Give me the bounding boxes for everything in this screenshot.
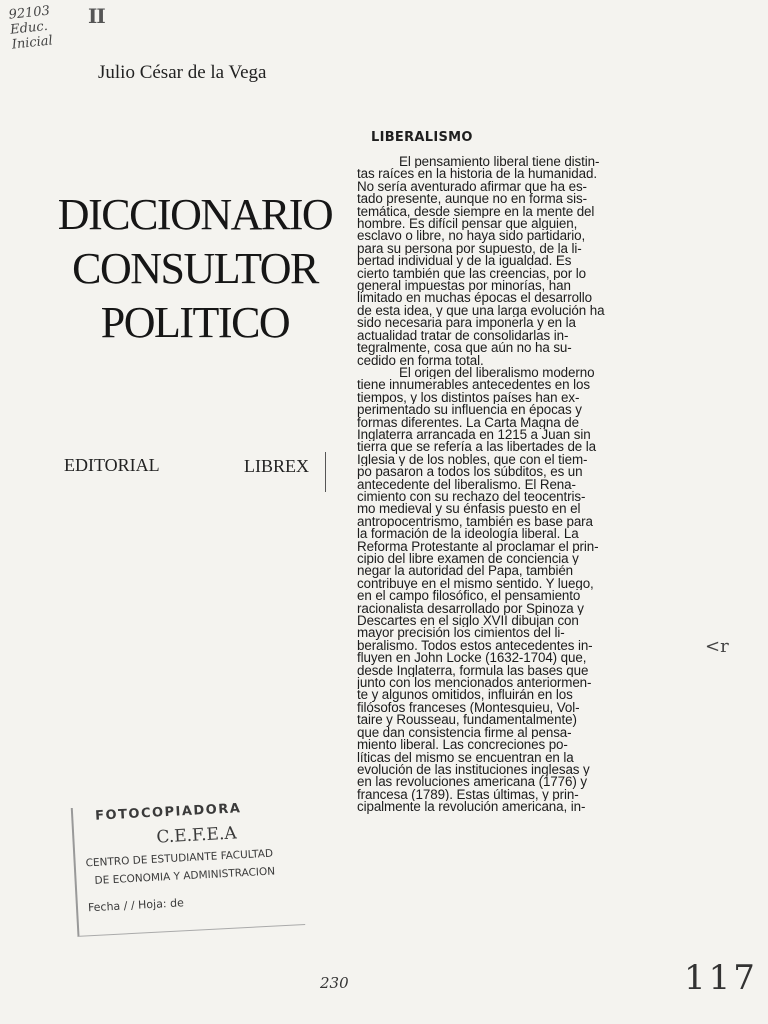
article-line: actualidad tratar de consolidarlas in- [357, 329, 569, 343]
article-line: mo medieval y su énfasis puesto en el [357, 503, 581, 516]
article-line: mayor precisión los cimientos del li- [357, 627, 565, 640]
article-line: Inglaterra arrancada en 1215 a Juan sin [357, 428, 591, 442]
article-line: general impuestas por minorías, han [357, 280, 571, 293]
article-line: hombre. Es difícil pensar que alguien, [357, 218, 578, 231]
article-line: tegralmente, cosa que aún no ha su- [357, 342, 572, 355]
page-number: 230 [320, 974, 349, 992]
article-line: El origen del liberalismo moderno [399, 366, 595, 380]
article-line: evolución de las instituciones inglesas y [357, 763, 590, 777]
stamp-line: FOTOCOPIADORA [94, 801, 242, 824]
book-title [40, 188, 350, 350]
article-line: tierra que se refería a las libertades de la [357, 441, 596, 454]
stamp-line: CENTRO DE ESTUDIANTE FACULTAD [85, 847, 274, 870]
article-line: cipalmente la revolución americana, in- [357, 801, 586, 814]
article-line: cierto también que las creencias, por lo [357, 267, 586, 281]
article-line: No sería aventurado afirmar que ha es- [357, 180, 587, 194]
article-line: antropocentrismo, también es base para [357, 515, 593, 529]
article-line: po pasaron a todos los súbditos, es un [357, 466, 583, 479]
article-line: que dan consistencia firme al pensa- [357, 726, 572, 740]
article-line: formas diferentes. La Carta Magna de [357, 416, 579, 429]
article-line: miento liberal. Las concreciones po- [357, 739, 568, 752]
article-line: racionalista desarrollado por Spinoza y [357, 602, 584, 616]
handwritten-page-number: 117 [684, 958, 758, 998]
article-line: El pensamiento liberal tiene distin- [399, 156, 600, 169]
handwritten-line: 92103 [7, 3, 51, 23]
article-line: beralismo. Todos estos antecedentes in- [357, 639, 593, 653]
article-line: en las revoluciones americana (1776) y [357, 776, 587, 789]
article-line: cimiento con su rechazo del teocentris- [357, 490, 586, 504]
stamp-line: Fecha / / Hoja: de [87, 896, 185, 915]
margin-scribble: <r [705, 636, 729, 657]
article-line: en el campo filosófico, el pensamiento [357, 590, 581, 603]
article-line: esclavo o libre, no haya sido partidario, [357, 230, 586, 243]
article-line: sido necesaria para imponerla y en la [357, 317, 576, 330]
article-line: te y algunos omitidos, influirán en los [357, 689, 573, 702]
article-line: filósofos franceses (Montesquieu, Vol- [357, 701, 580, 715]
article-line: Iglesia y de los nobles, que con el tiem- [357, 453, 588, 467]
book-author: Julio César de la Vega [98, 62, 267, 83]
article-line: bertad individual y de la igualdad. Es [357, 255, 572, 268]
article-line: antecedente del liberalismo. El Rena- [357, 478, 576, 491]
stamp-line: C.E.F.E.A [155, 823, 238, 848]
article-line: negar la autoridad del Papa, también [357, 565, 574, 578]
article-line: desde Inglaterra, formula las bases que [357, 664, 589, 678]
article-line: limitado en muchas épocas el desarrollo [357, 292, 593, 305]
article-line: tiempos, y los distintos países han ex- [357, 391, 580, 405]
article-line: cedido en forma total. [357, 354, 484, 367]
article-heading: LIBERALISMO [371, 130, 473, 145]
article-line: Descartes en el siglo XVII dibujan con [357, 615, 579, 628]
publisher-name: LIBREX [244, 456, 309, 476]
article-line: líticas del mismo se encuentran en la [357, 751, 574, 764]
article-line: perimentado su influencia en épocas y [357, 404, 582, 417]
article-line: Reforma Protestante al proclamar el prin- [357, 540, 599, 553]
article-line: tiene innumerables antecedentes en los [357, 379, 590, 392]
handwritten-line: Inicial [11, 33, 54, 53]
article-line: cipio del libre examen de conciencia y [357, 553, 579, 566]
article-line: temática, desde siempre en la mente del [357, 205, 595, 219]
photocopy-stamp [71, 796, 305, 937]
roman-numeral-mark: II [88, 4, 105, 28]
article-line: la formación de la ideología liberal. La [357, 528, 579, 541]
article-line: fluyen en John Locke (1632-1704) que, [357, 652, 587, 665]
article-line: junto con los mencionados anteriormen- [357, 677, 592, 690]
article-body [357, 156, 680, 814]
margin-divider [325, 452, 326, 492]
title-line: DICCIONARIO [57, 190, 333, 239]
article-line: de esta idea, y que una larga evolución ha [357, 304, 605, 318]
article-line: taire y Rousseau, fundamentalmente) [357, 714, 577, 727]
article-line: contribuye en el mismo sentido. Y luego, [357, 577, 594, 591]
article-line: tado presente, aunque no en forma sis- [357, 193, 587, 206]
stamp-line: DE ECONOMIA Y ADMINISTRACION [94, 865, 276, 887]
article-line: para su persona por supuesto, de la li- [357, 242, 582, 256]
title-line: CONSULTOR [72, 244, 318, 293]
title-line: POLITICO [100, 298, 290, 347]
article-line: francesa (1789). Estas últimas, y prin- [357, 788, 579, 802]
handwritten-line: Educ. [9, 18, 49, 38]
editorial-label: EDITORIAL [64, 455, 160, 475]
article-line: tas raíces en la historia de la humanidad. [357, 168, 597, 181]
